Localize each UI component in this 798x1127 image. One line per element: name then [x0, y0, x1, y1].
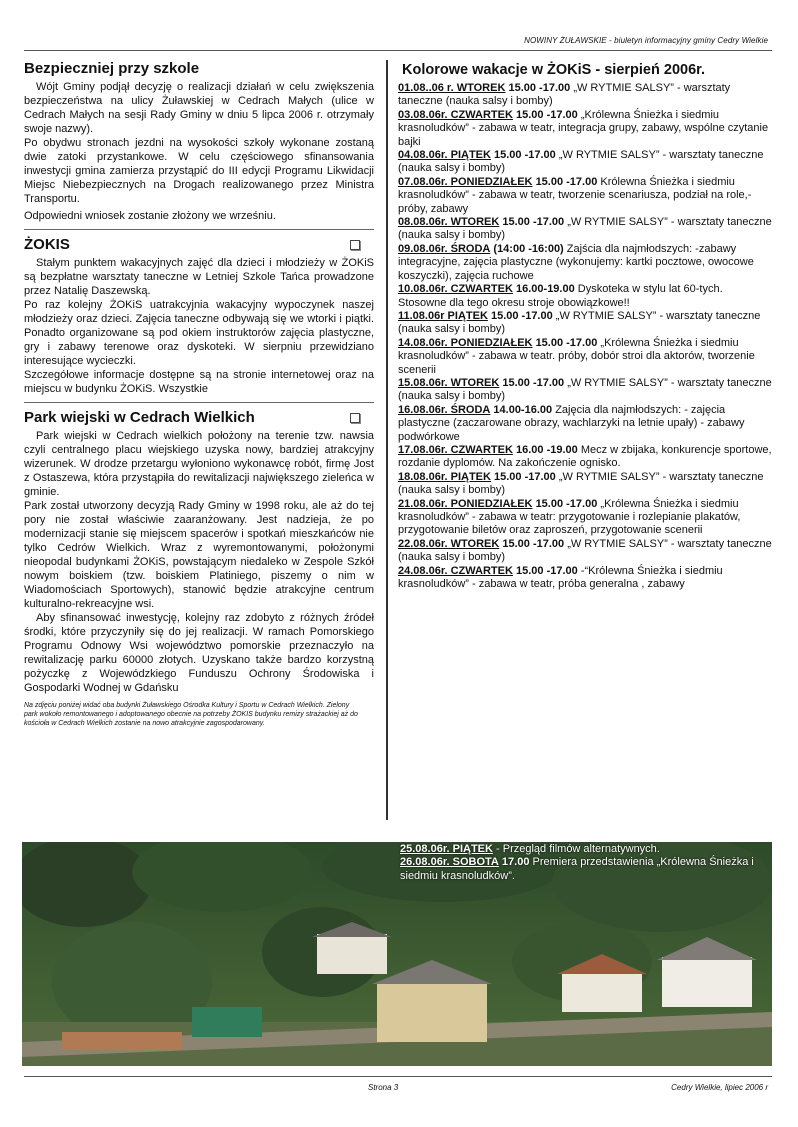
event-item [398, 283, 772, 310]
column-divider [386, 60, 388, 820]
event-date: 03.08.06r. CZWARTEK [398, 108, 513, 121]
event-item [398, 404, 772, 444]
photo-overlay-events [400, 843, 772, 883]
event-item [398, 310, 772, 337]
paragraph: Wójt Gminy podjął decyzję o realizacji działań w celu zwiększenia bezpieczeństwa na ulicy Żuławskiej w Cedrach Małych (ulice w Cedrach Małych na sesji Rady Gminy w dniu 5 lipca 2006 r. otrzymały swoje nazwy). [24, 81, 374, 135]
paragraph: Aby sfinansować inwestycję, kolejny raz zdobyto z różnych źródeł środki, które przyczyniły się do jej realizacji. W ramach Pomorskiego Programu Odnowy Wsi województwo pomorskie przeznaczyło na rewitalizację parku 60000 złotych. Uzyskano także bardzo korzystną pożyczkę z Wojewódzkiego Funduszu Ochrony Środowiska i Gospodarki Wodnej w Gdańsku [24, 612, 374, 694]
event-date: 11.08.06r PIĄTEK [398, 309, 488, 322]
event-description: -“Królewna Śnieżka i siedmiu krasnoludków” - zabawa w teatr, próba generalna , zabawy [398, 564, 723, 591]
square-icon [350, 240, 360, 250]
paragraph: Po obydwu stronach jezdni na wysokości szkoły wykonane zostaną dwie zatoki przystankowe. W celu częściowego sfinansowania inwestycji gmina zamierza przystąpić do III edycji Programu Likwidacji Miejsc Niebezpiecznych na Drogach realizowanego przez Ministra Transportu. [24, 137, 374, 205]
event-time: 15.00 -17.00 [494, 470, 556, 483]
event-description: „W RYTMIE SALSY” - warsztaty taneczne (nauka salsy i bomby) [398, 309, 761, 336]
event-time: 15.00 -17.00 [508, 82, 571, 94]
footer-place-date: Cedry Wielkie, lipiec 2006 r [671, 1083, 768, 1092]
paragraph: Stałym punktem wakacyjnych zajęć dla dzieci i młodzieży w ŻOKiS są bezpłatne warsztaty taneczne w Letniej Szkole Tańca prowadzone przez Natalię Daszewską. [24, 257, 374, 297]
event-description: Zajścia dla najmłodszych: -zabawy integracyjne, zajęcia plastyczne (wykonujemy: kartki pocztowe, owocowe koszyczki), zajęcia ruchowe [398, 242, 754, 282]
event-time: 15.00 -17.00 [502, 376, 565, 389]
event-item [398, 176, 772, 216]
paragraph: Park wiejski w Cedrach wielkich położony na terenie tzw. nawsia czyli centralnego placu wiejskiego uzyska nowy, bardziej atrakcyjny wizerunek. W drodze przetargu wyłoniono wykonawcę robót, firmę Jost z Ostaszewa, która przystąpiła do rewitalizacji największego zieleńca w gminie. [24, 430, 374, 498]
event-item [398, 82, 772, 109]
event-time: 17.00 [501, 856, 530, 869]
event-time: 15.00 -17.00 [494, 149, 556, 162]
event-list [398, 82, 772, 591]
section-title: Park wiejski w Cedrach Wielkich [24, 409, 255, 426]
event-item [398, 149, 772, 176]
event-description: „W RYTMIE SALSY” - warsztaty taneczne (nauka salsy i bomby) [398, 82, 731, 108]
event-item [398, 216, 772, 243]
event-time: 16.00-19.00 [516, 283, 575, 296]
event-description: Dyskoteka w stylu lat 60-tych. Stosowne dla tego okresu stroje obowiązkowe!! [398, 283, 723, 309]
paragraph: Park został utworzony decyzją Rady Gminy w 1998 roku, ale aż do tej pory nie został właściwie zaaranżowany. Jest nadzieja, że po modernizacji stanie się miejscem spacerów i spotkań mieszkańców nie tylko Cedrów Wielkich. Wraz z wyremontowanymi, położonymi nieopodal budynkami ŻOKiS, powstającym niedaleko w Zespole Szkół nowym boiskiem (tzw. boiskiem Platiniego, piszemy o nim w Wiadomościach Sportowych), stanowić będzie atrakcyjne centrum kulturalno-rekreacyjne wsi. [24, 500, 374, 610]
event-description: „W RYTMIE SALSY” - warsztaty taneczne (nauka salsy i bomby) [398, 470, 764, 497]
event-description: „Królewna Śnieżka i siedmiu krasnoludków” - zabawa w teatr: przygotowanie i rozlepianie plakatów, przygotowanie biletów oraz zaproszeń, przygotowanie scenerii [398, 497, 741, 537]
event-date: 16.08.06r. ŚRODA [398, 403, 491, 416]
event-date: 26.08.06r. SOBOTA [400, 856, 499, 869]
section-park [24, 409, 374, 728]
section-school-safety [24, 60, 374, 223]
section-title: Bezpieczniej przy szkole [24, 60, 200, 77]
event-description: „W RYTMIE SALSY” - warsztaty taneczne (nauka salsy i bomby) [398, 537, 772, 564]
event-time: 15.00 -17.00 [516, 564, 578, 577]
event-time: (14:00 -16:00) [493, 242, 564, 255]
event-description: „Królewna Śnieżka i siedmiu krasnoludków” - zabawa w teatr, integracja grupy, zabawy, wspólne czytanie bajki [398, 108, 769, 148]
event-item [398, 377, 772, 404]
event-description: Królewna Śnieżka i siedmiu krasnoludków” - zabawa w teatr, tworzenie scenariusza, podział na role,-próby, zabawy [398, 175, 752, 215]
event-date: 10.08.06r. CZWARTEK [398, 283, 513, 296]
event-description: - Przegląd filmów alternatywnych. [496, 843, 660, 855]
section-title: ŻOKIS [24, 236, 70, 253]
event-description: „W RYTMIE SALSY” - warsztaty taneczne (nauka salsy i bomby) [398, 216, 772, 242]
event-date: 18.08.06r. PIĄTEK [398, 470, 491, 483]
event-description: „W RYTMIE SALSY” - warsztaty taneczne (nauka salsy i bomby) [398, 376, 772, 403]
event-date: 24.08.06r. CZWARTEK [398, 564, 513, 577]
event-item [400, 856, 772, 883]
event-time: 14.00-16.00 [493, 403, 553, 416]
header-rule [24, 50, 772, 51]
event-time: 15.00 -17.00 [502, 537, 565, 550]
event-item [398, 565, 772, 592]
event-time: 15.00 -17.00 [535, 175, 598, 188]
event-time: 15.00 -17.00 [516, 108, 578, 121]
newsletter-header: NOWINY ŻUŁAWSKIE - biuletyn informacyjny gminy Cedry Wielkie [524, 36, 768, 45]
event-date: 07.08.06r. PONIEDZIAŁEK [398, 175, 533, 188]
event-item [398, 471, 772, 498]
section-zokis [24, 236, 374, 396]
paragraph: Odpowiedni wniosek zostanie złożony we wrześniu. [24, 210, 276, 222]
paragraph: Po raz kolejny ŻOKiS uatrakcyjnia wakacyjny wypoczynek naszej młodzieży oraz dzieci. Zajęcia taneczne odbywają się we wtorki i piątki. Ponadto organizowane są pod okiem instruktorów zajęcia plastyczne, gry i zabawy terenowe oraz dyskoteki. W sierpniu przewidziano interesujące wycieczki. [24, 299, 374, 367]
right-column [398, 62, 772, 591]
section-separator [24, 402, 374, 403]
section-separator [24, 229, 374, 230]
event-description: Mecz w zbijaka, konkurencje sportowe, rozdanie dyplomów. Na zakończenie ognisko. [398, 443, 772, 470]
event-time: 15.00 -17.00 [535, 336, 598, 349]
paragraph: Szczegółowe informacje dostępne są na stronie internetowej oraz na miejscu w budynku ŻOKiS. Wszystkie [24, 369, 374, 395]
event-description: Zajęcia dla najmłodszych: - zajęcia plastyczne (zaczarowane obrazy, wachlarzyki na letnie upały) - zabawy podwórkowe [398, 403, 745, 443]
event-date: 25.08.06r. PIĄTEK [400, 843, 493, 855]
event-date: 04.08.06r. PIĄTEK [398, 149, 491, 162]
event-item [398, 337, 772, 377]
event-item [398, 498, 772, 538]
event-date: 15.08.06r. WTOREK [398, 376, 500, 389]
event-item [398, 243, 772, 283]
event-date: 09.08.06r. ŚRODA [398, 242, 491, 255]
event-date: 22.08.06r. WTOREK [398, 537, 500, 550]
event-date: 17.08.06r. CZWARTEK [398, 443, 513, 456]
event-date: 01.08..06 r. WTOREK [398, 82, 506, 94]
event-time: 15.00 -17.00 [490, 309, 553, 322]
event-item [400, 843, 772, 856]
square-icon [350, 413, 360, 423]
event-time: 15.00 -17.00 [502, 216, 565, 229]
event-time: 15.00 -17.00 [535, 497, 598, 510]
event-date: 14.08.06r. PONIEDZIAŁEK [398, 336, 533, 349]
schedule-title: Kolorowe wakacje w ŻOKiS - sierpień 2006r. [402, 62, 706, 78]
event-description: Premiera przedstawienia „Królewna Śnieżka i siedmiu krasnoludków”. [400, 856, 754, 882]
event-item [398, 444, 772, 471]
event-description: „W RYTMIE SALSY” - warsztaty taneczne (nauka salsy i bomby) [398, 149, 764, 175]
event-item [398, 109, 772, 149]
page-number: Strona 3 [368, 1083, 399, 1092]
event-date: 08.08.06r. WTOREK [398, 216, 500, 229]
photo-caption: Na zdjęciu poniżej widać oba budynki Żuławskiego Ośrodka Kultury i Sportu w Cedrach Wielkich. Zielony park wokoło remontowanego i adoptowanego obecnie na potrzeby ŻOKIS budynku remizy strażackiej aż do kościoła w Cedrach Wielkich zostanie na nowo atrakcyjnie zagospodarowany. [24, 702, 358, 727]
event-description: „Królewna Śnieżka i siedmiu krasnoludków” - zabawa w teatr. próby, dobór stroi dla aktorów, tworzenie scenerii [398, 336, 755, 376]
event-time: 16.00 -19.00 [516, 443, 578, 456]
footer-rule [24, 1076, 772, 1077]
event-date: 21.08.06r. PONIEDZIAŁEK [398, 497, 533, 510]
left-column [24, 60, 374, 728]
event-item [398, 538, 772, 565]
